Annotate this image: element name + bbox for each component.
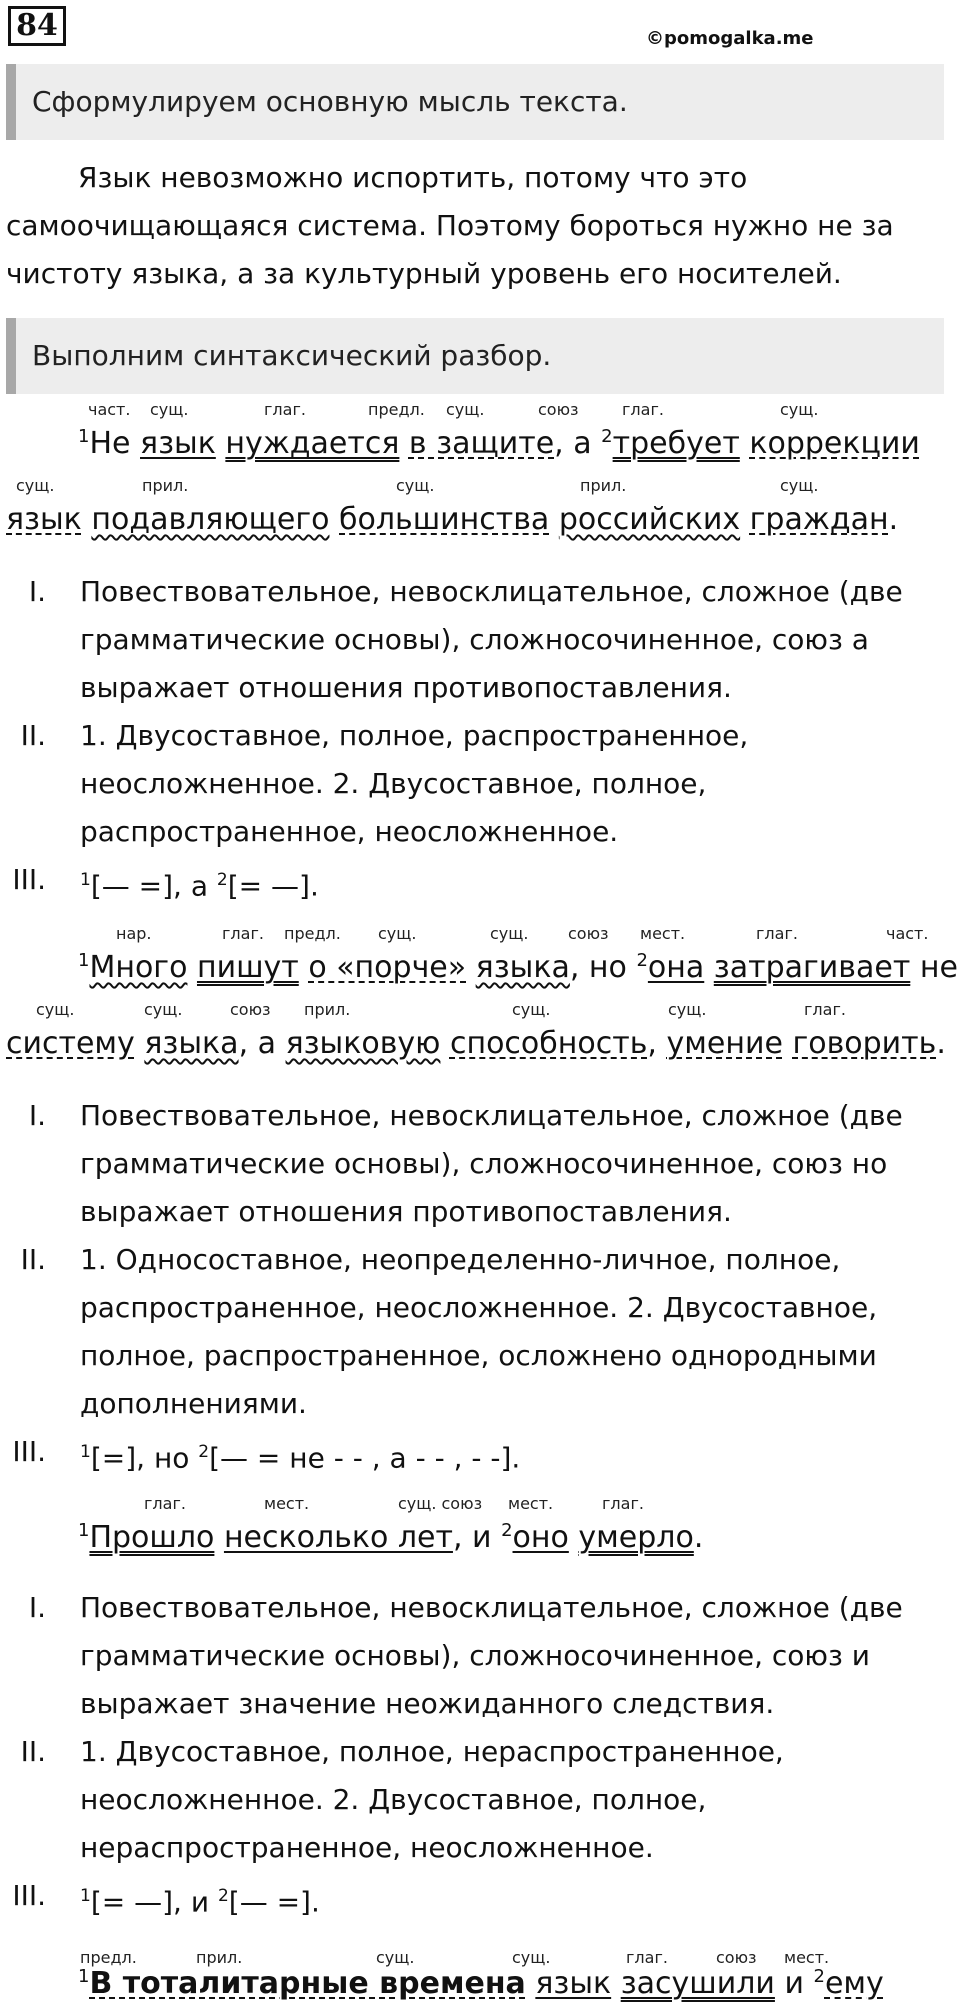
pos-label: глаг. — [626, 1948, 668, 1967]
pos-label: союз — [568, 924, 609, 943]
pos-label: сущ. — [446, 400, 485, 419]
section-heading-main-idea: Сформулируем основную мысль текста. — [6, 64, 944, 140]
site-watermark: ©pomogalka.me — [646, 28, 814, 49]
pos-label: сущ. союз — [398, 1494, 483, 1513]
pos-label: глаг. — [264, 400, 306, 419]
paragraph-line: самоочищающаяся система. Поэтому бороться нужно не за — [6, 209, 894, 242]
paragraph-line: Язык невозможно испортить, потому что это — [78, 161, 748, 194]
pos-label: част. — [88, 400, 131, 419]
pos-label: глаг. — [622, 400, 664, 419]
pos-label: предл. — [80, 1948, 137, 1967]
pos-label: сущ. — [36, 1000, 75, 1019]
pos-label: союз — [538, 400, 579, 419]
pos-label: союз — [230, 1000, 271, 1019]
pos-label: сущ. — [780, 400, 819, 419]
sentence-line: язык подавляющего большинства российских граждан. — [6, 502, 899, 537]
paragraph-line: чистоту языка, а за культурный уровень его носителей. — [6, 257, 842, 290]
pos-label: сущ. — [144, 1000, 183, 1019]
pos-label: глаг. — [144, 1494, 186, 1513]
pos-label: глаг. — [602, 1494, 644, 1513]
pos-label: част. — [886, 924, 929, 943]
pos-label: прил. — [196, 1948, 243, 1967]
pos-label: союз — [716, 1948, 757, 1967]
pos-label: предл. — [368, 400, 425, 419]
pos-label: прил. — [142, 476, 189, 495]
task-number: 84 — [8, 6, 66, 46]
pos-label: мест. — [264, 1494, 310, 1513]
pos-label: глаг. — [804, 1000, 846, 1019]
section-heading-syntax: Выполним синтаксический разбор. — [6, 318, 944, 394]
pos-label: сущ. — [668, 1000, 707, 1019]
sentence-line: $^1$В тоталитарные времена язык засушили и $^2$ему — [78, 1966, 884, 2001]
pos-label: сущ. — [780, 476, 819, 495]
main-idea-paragraph — [6, 154, 894, 298]
pos-label: предл. — [284, 924, 341, 943]
pos-label: прил. — [304, 1000, 351, 1019]
pos-label: сущ. — [512, 1948, 551, 1967]
pos-label: сущ. — [378, 924, 417, 943]
pos-label: мест. — [640, 924, 686, 943]
sentence-line: $^1$Не язык нуждается в защите, а $^2$требует коррекции — [78, 426, 920, 461]
pos-label: сущ. — [512, 1000, 551, 1019]
pos-label: сущ. — [396, 476, 435, 495]
pos-label: нар. — [116, 924, 152, 943]
pos-label: сущ. — [150, 400, 189, 419]
page: 84 ©pomogalka.me Сформулируем основную мысль текста. Язык невозможно испортить, потому что это самоочищающаяся система. Поэтому бороться нужно не за чистоту языка, а за культурный уровень его носителей. Выполним синтаксический разбор. част. сущ. глаг. предл. сущ. союз глаг. сущ. $^1$Не язык нуждается в защите, а $^2$требует коррекции сущ. прил. сущ. прил. сущ. язык подавляющего большинства российских граждан. I. Повествовательное, невосклицательное, сложное (две грамматические основы), сложносочиненное, союз а выражает отношения противопоставления. II. 1. Двусоставное, полное, распространенное, неосложненное. 2. Двусоставное, полное, распространенное, неосложненное. III. $^1$[— =], а $^2$[= —]. нар. глаг. предл. сущ. сущ. союз мест. глаг. част. $^1$Много пишут о «порче» языка, но $^2$она затрагивает не сущ. сущ. союз прил. сущ. сущ. глаг. систему языка, а языковую способность, умение говорить. I. Повествовательное, невосклицательное, сложное (две грамматические основы), сложносочиненное, союз но выражает отношения противопоставления. II. 1. Односоставное, неопределенно-личное, полное, распространенное, неосложненное. 2. Двусоставное, полное, распространенное, осложнено однородными дополнениями. III. $^1$[=], но $^2$[— = не - - , а - - , - -]. глаг. мест. сущ. союз мест. глаг. $^1$Прошло несколько лет, и $^2$оно умерло. I. Повествовательное, невосклицательное, сложное (две грамматические основы), сложносочиненное, союз и выражает значение неожиданного следствия. II. 1. Двусоставное, полное, нераспространенное, неосложненное. 2. Двусоставное, полное, нераспространенное, неосложненное. III. $^1$[= —], и $^2$[— =]. предл. прил. сущ. сущ. глаг. союз мест. $^1$В тоталитарные времена язык засушили и $^2$ему — [6, 8, 958, 2001]
sentence-line: $^1$Прошло несколько лет, и $^2$оно умерло. — [78, 1520, 704, 1555]
pos-label: глаг. — [756, 924, 798, 943]
sentence-line: систему языка, а языковую способность, умение говорить. — [6, 1026, 946, 1061]
pos-label: глаг. — [222, 924, 264, 943]
pos-label: сущ. — [376, 1948, 415, 1967]
pos-label: сущ. — [16, 476, 55, 495]
pos-label: мест. — [784, 1948, 830, 1967]
pos-label: прил. — [580, 476, 627, 495]
pos-label: мест. — [508, 1494, 554, 1513]
sentence-line: $^1$Много пишут о «порче» языка, но $^2$она затрагивает не — [78, 950, 958, 985]
pos-label: сущ. — [490, 924, 529, 943]
